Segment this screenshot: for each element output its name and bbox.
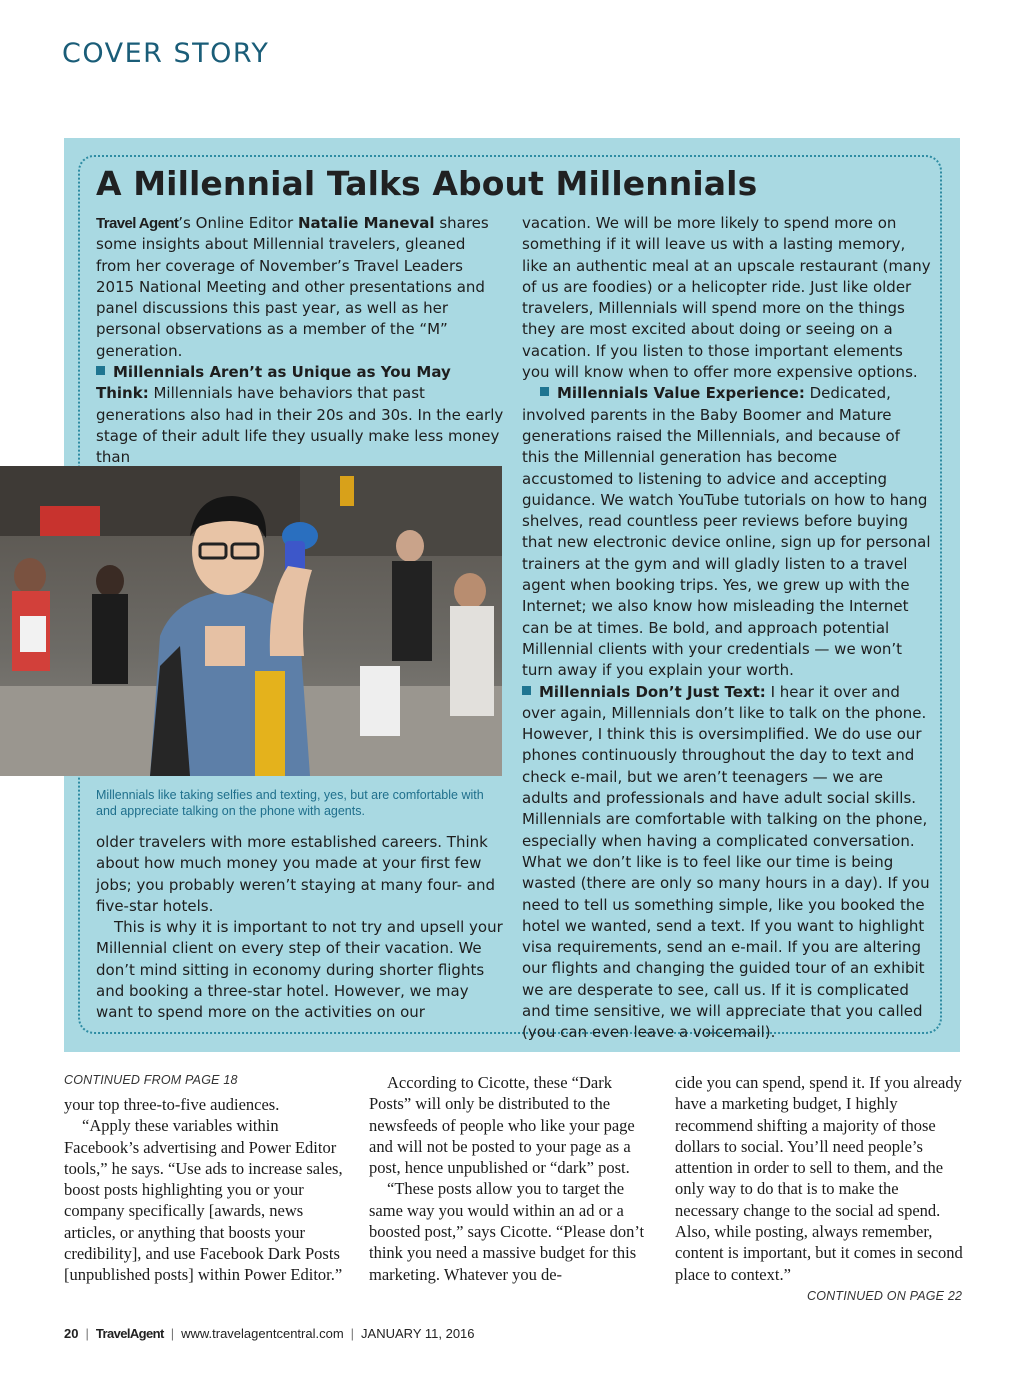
website-link[interactable]: www.travelagentcentral.com	[181, 1326, 344, 1341]
photo-millennial-selfie	[0, 466, 502, 776]
subhead-text-body: I hear it over and over again, Millennials don’t like to talk on the phone. However, I think this is oversimplified. We do use our phones continuously throughout the day to text and check e-mail, but we aren’t teenagers — we are adults and professionals and have adult social skills. Millennials are comfortable with talking on the phone, especially when having a complicated conversation. What we don’t like is to feel like our time is being wasted (there are only so many hours in a day). If you need to tell us something simple, like you booked the hotel we wanted, send a text. If you want to highlight visa requirements, send an e-mail. If you are altering our flights and changing the guided tour of an exhibit we are desperate to see, call us. If it is complicated and time sensitive, we will appreciate that you called (you can even leave a voicemail).	[522, 682, 930, 1042]
magazine-name: TravelAgent	[95, 1326, 164, 1341]
sidebar-column-1-bottom	[96, 832, 504, 1024]
body-column-2	[369, 1072, 651, 1285]
square-bullet-icon	[96, 366, 105, 375]
body-col1-paragraph-2: “Apply these variables within Facebook’s advertising and Power Editor tools,” he says. “Use ads to increase sales, boost posts highlighting you or your company specifically [awards, news articles, or anything that boosts your credibility], and use Facebook Dark Posts [unpublished posts] within Power Editor.”	[64, 1116, 343, 1285]
subhead-text: Millennials Don’t Just Text:	[539, 682, 766, 701]
page-number: 20	[64, 1326, 79, 1341]
body-col3-paragraph-1: cide you can spend, spend it. If you already have a marketing budget, I highly recommend shifting a majority of those dollars to social. You’ll need people’s attention in order to sell to them, and the only way to do that is to make the necessary change to the social ad spend. Also, while posting, always remember, content is important, but it comes in second place to context.”	[675, 1073, 963, 1284]
body-col2-paragraph-2: “These posts allow you to target the same way you would within an ad or a boosted post,” says Cicotte. “Please don’t think you need a massive budget for this marketing. Whatever you de-	[369, 1179, 645, 1284]
col1-bottom-paragraph-1: older travelers with more established careers. Think about how much money you made at your first few jobs; you probably weren’t staying at many four- and five-star hotels.	[96, 833, 496, 915]
col2-paragraph-1: vacation. We will be more likely to spend more on something if it will leave us with a lasting memory, like an authentic meal at an upscale restaurant (many of us are foodies) or a helicopter ride. Just like older travelers, Millennials will spend more on the things they are most excited about doing or seeing on a vacation. If you listen to those important elements you will know when to offer more expensive options.	[522, 214, 931, 382]
section-label: COVER STORY	[62, 38, 270, 69]
intro-text-a: ’s Online Editor	[178, 214, 298, 232]
body-col1-paragraph-1: your top three-to-five audiences.	[64, 1095, 280, 1114]
page-folio: 20 | TravelAgent | www.travelagentcentral.com | JANUARY 11, 2016	[64, 1326, 475, 1341]
subhead-experience: Millennials Value Experience:	[557, 384, 805, 403]
col1-bottom-paragraph-2: This is why it is important to not try and upsell your Millennial client on every step of their vacation. We don’t mind sitting in economy during shorter flights and booking a three-star hotel. However, we may want to spend more on the activities on our	[96, 918, 503, 1022]
continued-on-label: CONTINUED ON PAGE 22	[807, 1289, 963, 1303]
sidebar-column-1-top	[96, 213, 504, 469]
continued-from-label: CONTINUED FROM PAGE 18	[64, 1073, 238, 1087]
sidebar-headline: A Millennial Talks About Millennials	[96, 164, 758, 203]
square-bullet-icon	[522, 686, 531, 695]
issue-date: JANUARY 11, 2016	[361, 1326, 475, 1341]
body-col2-paragraph-1: According to Cicotte, these “Dark Posts” will only be distributed to the newsfeeds of people who like your page and will not be posted to your page as a post, hence unpublished or “dark” post.	[369, 1073, 635, 1178]
intro-text-b: shares some insights about Millennial travelers, gleaned from her coverage of November’s Travel Leaders 2015 National Meeting and other presentations and panel discussions this past year, as well as her personal observations as a member of the “M” generation.	[96, 214, 489, 360]
intro-author-name: Natalie Maneval	[297, 214, 435, 232]
intro-brand: Travel Agent	[96, 215, 179, 232]
subhead-unique: Millennials Aren’t as Unique as You May Think:	[96, 363, 451, 403]
sidebar-column-2	[522, 213, 932, 1044]
body-column-3	[675, 1072, 965, 1285]
subhead-experience-text: Dedicated, involved parents in the Baby Boomer and Mature generations raised the Millennials, and because of this the Millennial generation has become accustomed to listening to advice and accepting guidance. We watch YouTube tutorials on how to hang shelves, read countless peer reviews before buying that new electronic device online, sign up for personal trainers at the gym and will gladly listen to a travel agent when booking trips. Yes, we grew up with the Internet; we also know how misleading the Internet can be at times. Be bold, and approach potential Millennial clients with your credentials — we won’t turn away if you explain your worth.	[522, 384, 931, 680]
body-column-1	[64, 1094, 344, 1286]
photo-illustration	[0, 466, 502, 776]
subhead-unique-text: Millennials have behaviors that past generations also had in their 20s and 30s. In the early stage of their adult life they usually make less money than	[96, 384, 504, 467]
photo-caption: Millennials like taking selfies and texting, yes, but are comfortable with and appreciate talking on the phone with agents.	[96, 788, 484, 818]
square-bullet-icon	[540, 387, 549, 396]
